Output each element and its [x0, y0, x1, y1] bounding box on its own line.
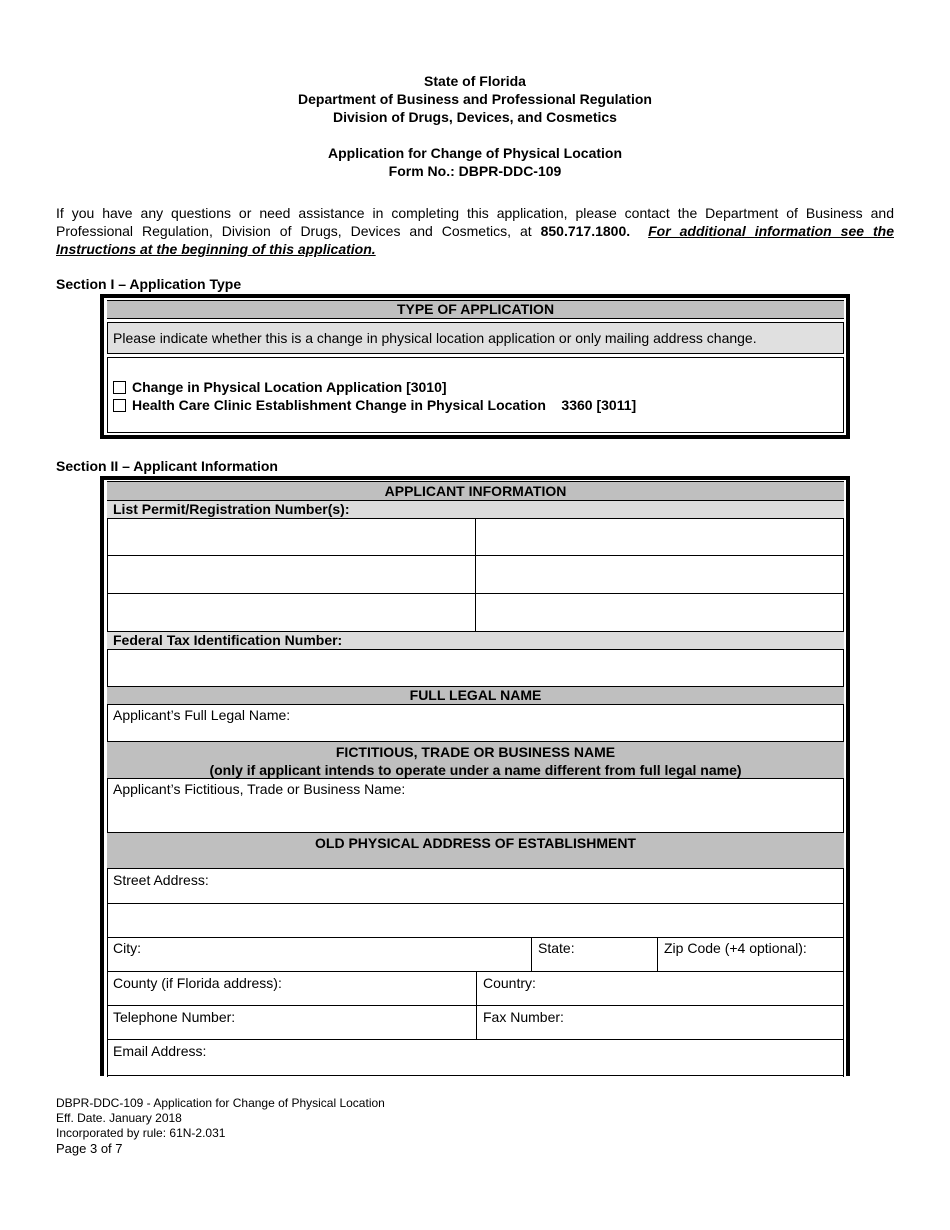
country-label: Country:: [483, 975, 536, 991]
county-label: County (if Florida address):: [113, 975, 282, 991]
street-address-line-2[interactable]: [107, 904, 844, 938]
option-change-physical-location[interactable]: [113, 379, 447, 395]
option-label: Change in Physical Location Application [3010]: [132, 379, 447, 395]
permit-number-input-6[interactable]: [478, 596, 842, 630]
option-label: Health Care Clinic Establishment Change in Physical Location 3360 [3011]: [132, 397, 637, 413]
state-field[interactable]: [531, 937, 657, 972]
header-state: State of Florida: [424, 73, 526, 89]
fictitious-name-label: Applicant’s Fictitious, Trade or Business Name:: [113, 781, 406, 797]
permit-number-input-1[interactable]: [109, 520, 473, 554]
instructions-note: For additional information see the Instructions at the beginning of this application.: [56, 223, 894, 257]
zip-code-label: Zip Code (+4 optional):: [664, 940, 807, 956]
fictitious-subtitle-text: (only if applicant intends to operate under a name different from full legal name): [209, 762, 742, 778]
fictitious-name-field[interactable]: [107, 778, 844, 833]
zip-code-field[interactable]: [657, 937, 844, 972]
checkbox[interactable]: [113, 399, 126, 412]
contact-phone: 850.717.1800.: [540, 223, 631, 239]
type-of-application-title: TYPE OF APPLICATION: [107, 300, 844, 319]
full-legal-name-title: FULL LEGAL NAME: [107, 686, 844, 705]
fictitious-name-title: [107, 741, 844, 779]
permit-divider: [475, 518, 476, 632]
permit-numbers-label: List Permit/Registration Number(s):: [107, 500, 844, 519]
telephone-field[interactable]: [107, 1006, 476, 1040]
permit-number-input-2[interactable]: [478, 520, 842, 554]
fein-input[interactable]: [109, 651, 842, 685]
fictitious-title-text: FICTITIOUS, TRADE OR BUSINESS NAME: [335, 744, 616, 760]
permit-number-input-4[interactable]: [478, 558, 842, 592]
fax-field[interactable]: [476, 1006, 844, 1040]
checkbox[interactable]: [113, 381, 126, 394]
intro-text: If you have any questions or need assistance in completing this application, please contact the Department of Business and Professional Regulation, Division of Drugs, Devices and Cosmetics, at: [56, 205, 894, 239]
header-department: Department of Business and Professional Regulation: [298, 91, 652, 107]
footer: [56, 1096, 385, 1156]
state-label: State:: [538, 940, 575, 956]
option-health-care-clinic[interactable]: [113, 397, 636, 413]
form-title: Application for Change of Physical Location: [327, 145, 623, 161]
intro-paragraph: [56, 204, 894, 258]
full-legal-name-label: Applicant’s Full Legal Name:: [113, 707, 291, 723]
fax-label: Fax Number:: [483, 1009, 564, 1025]
street-address-label: Street Address:: [113, 872, 209, 888]
permit-number-input-3[interactable]: [109, 558, 473, 592]
page-number: Page 3 of 7: [56, 1141, 123, 1156]
application-type-options: [107, 357, 844, 433]
city-label: City:: [113, 940, 141, 956]
permit-number-input-5[interactable]: [109, 596, 473, 630]
divider: [107, 937, 844, 938]
old-address-title: OLD PHYSICAL ADDRESS OF ESTABLISHMENT: [107, 832, 844, 869]
footer-form-title: DBPR-DDC-109 - Application for Change of Physical Location: [56, 1096, 385, 1110]
email-field[interactable]: [107, 1040, 844, 1076]
street-address-field[interactable]: [107, 869, 844, 904]
footer-effective-date: Eff. Date. January 2018: [56, 1111, 182, 1125]
form-number: Form No.: DBPR-DDC-109: [388, 163, 562, 179]
full-legal-name-field[interactable]: [107, 704, 844, 742]
footer-rule: Incorporated by rule: 61N-2.031: [56, 1126, 226, 1140]
section-1-heading: Section I – Application Type: [56, 276, 242, 292]
country-field[interactable]: [476, 972, 844, 1006]
fein-label: Federal Tax Identification Number:: [107, 631, 844, 650]
city-field[interactable]: [107, 937, 531, 972]
applicant-information-title: APPLICANT INFORMATION: [107, 481, 844, 501]
header-division: Division of Drugs, Devices, and Cosmetics: [333, 109, 617, 125]
section-2-heading: Section II – Applicant Information: [56, 458, 278, 474]
application-type-instruction: Please indicate whether this is a change in physical location application or only mailing address change.: [107, 322, 844, 354]
email-label: Email Address:: [113, 1043, 207, 1059]
county-field[interactable]: [107, 972, 476, 1006]
telephone-label: Telephone Number:: [113, 1009, 236, 1025]
